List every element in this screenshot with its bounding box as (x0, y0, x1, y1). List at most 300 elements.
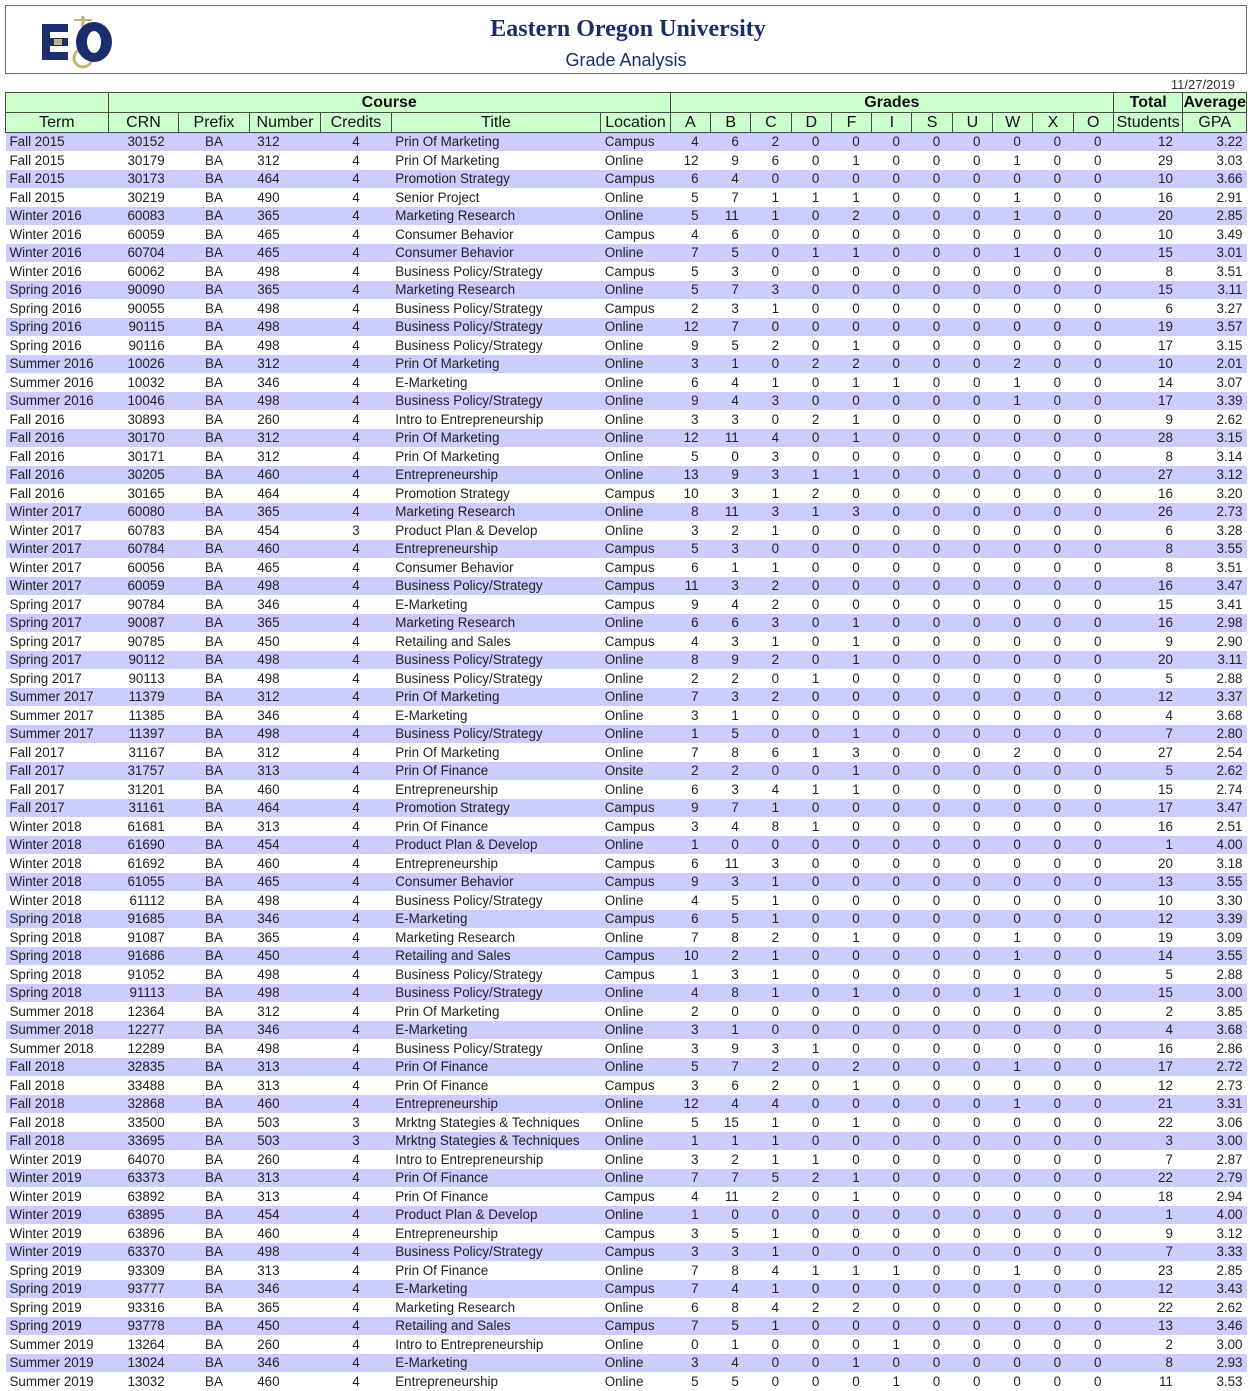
cell-grade-i: 0 (872, 1039, 912, 1058)
cell-grade-c: 1 (751, 373, 791, 392)
column-header-d: D (791, 113, 831, 133)
cell-number: 365 (249, 928, 321, 947)
cell-location: Campus (601, 910, 671, 929)
cell-grade-c: 3 (751, 854, 791, 873)
cell-number: 498 (249, 336, 321, 355)
column-header-b: B (711, 113, 751, 133)
cell-total-students: 7 (1113, 1150, 1182, 1169)
cell-grade-w: 0 (993, 170, 1033, 189)
table-row (6, 244, 1247, 263)
cell-grade-d: 0 (791, 1243, 831, 1262)
cell-total-students: 21 (1113, 1095, 1182, 1114)
cell-grade-u: 0 (952, 373, 992, 392)
table-row (6, 281, 1247, 300)
cell-location: Online (601, 725, 671, 744)
cell-crn: 64070 (108, 1150, 179, 1169)
cell-crn: 91685 (108, 910, 179, 929)
cell-grade-d: 0 (791, 577, 831, 596)
cell-prefix: BA (179, 1372, 250, 1391)
cell-credits: 4 (321, 1372, 392, 1391)
cell-grade-w: 1 (993, 1095, 1033, 1114)
cell-title: Retailing and Sales (391, 947, 600, 966)
cell-grade-o: 0 (1073, 1317, 1113, 1336)
cell-grade-s: 0 (912, 854, 952, 873)
table-row (6, 965, 1247, 984)
cell-location: Campus (601, 1187, 671, 1206)
cell-average-gpa: 2.85 (1183, 207, 1247, 226)
cell-title: Prin Of Marketing (391, 743, 600, 762)
cell-grade-x: 0 (1033, 318, 1073, 337)
cell-grade-f: 1 (831, 373, 871, 392)
cell-credits: 4 (321, 614, 392, 633)
cell-prefix: BA (179, 836, 250, 855)
table-row (6, 780, 1247, 799)
cell-grade-s: 0 (912, 965, 952, 984)
cell-grade-w: 0 (993, 1317, 1033, 1336)
cell-grade-s: 0 (912, 244, 952, 263)
cell-grade-a: 9 (670, 336, 710, 355)
cell-credits: 4 (321, 1002, 392, 1021)
cell-credits: 4 (321, 1169, 392, 1188)
cell-total-students: 6 (1113, 299, 1182, 318)
cell-number: 312 (249, 743, 321, 762)
cell-grade-s: 0 (912, 151, 952, 170)
table-row (6, 447, 1247, 466)
cell-grade-s: 0 (912, 540, 952, 559)
cell-prefix: BA (179, 429, 250, 448)
cell-credits: 4 (321, 1298, 392, 1317)
cell-grade-i: 0 (872, 817, 912, 836)
cell-grade-b: 3 (711, 1243, 751, 1262)
table-row (6, 817, 1247, 836)
column-header-title: Title (391, 113, 600, 133)
cell-title: Business Policy/Strategy (391, 984, 600, 1003)
cell-crn: 90055 (108, 299, 179, 318)
cell-grade-s: 0 (912, 669, 952, 688)
cell-term: Winter 2017 (6, 521, 109, 540)
cell-total-students: 15 (1113, 244, 1182, 263)
cell-grade-u: 0 (952, 928, 992, 947)
cell-crn: 63892 (108, 1187, 179, 1206)
cell-grade-w: 0 (993, 1150, 1033, 1169)
cell-crn: 30219 (108, 188, 179, 207)
cell-term: Fall 2016 (6, 429, 109, 448)
cell-credits: 4 (321, 1187, 392, 1206)
cell-prefix: BA (179, 151, 250, 170)
cell-grade-c: 4 (751, 780, 791, 799)
cell-grade-w: 1 (993, 947, 1033, 966)
cell-number: 460 (249, 854, 321, 873)
cell-average-gpa: 2.51 (1183, 817, 1247, 836)
cell-title: Intro to Entrepreneurship (391, 1150, 600, 1169)
cell-grade-s: 0 (912, 1354, 952, 1373)
table-row (6, 669, 1247, 688)
cell-grade-w: 0 (993, 540, 1033, 559)
cell-prefix: BA (179, 873, 250, 892)
cell-grade-f: 0 (831, 873, 871, 892)
cell-grade-f: 0 (831, 170, 871, 189)
cell-term: Fall 2016 (6, 466, 109, 485)
cell-grade-x: 0 (1033, 1261, 1073, 1280)
cell-grade-x: 0 (1033, 540, 1073, 559)
cell-total-students: 2 (1113, 1002, 1182, 1021)
cell-grade-s: 0 (912, 595, 952, 614)
cell-grade-w: 0 (993, 965, 1033, 984)
cell-grade-f: 0 (831, 133, 871, 152)
cell-location: Online (601, 373, 671, 392)
cell-location: Campus (601, 595, 671, 614)
cell-grade-d: 0 (791, 1317, 831, 1336)
cell-grade-b: 15 (711, 1113, 751, 1132)
cell-grade-i: 0 (872, 669, 912, 688)
cell-prefix: BA (179, 577, 250, 596)
cell-grade-b: 1 (711, 706, 751, 725)
cell-average-gpa: 3.14 (1183, 447, 1247, 466)
cell-number: 498 (249, 299, 321, 318)
cell-number: 498 (249, 669, 321, 688)
cell-grade-d: 0 (791, 891, 831, 910)
cell-title: Business Policy/Strategy (391, 336, 600, 355)
cell-grade-c: 1 (751, 299, 791, 318)
cell-number: 312 (249, 1002, 321, 1021)
cell-grade-f: 0 (831, 1335, 871, 1354)
cell-location: Campus (601, 632, 671, 651)
cell-grade-i: 0 (872, 336, 912, 355)
cell-grade-d: 0 (791, 299, 831, 318)
cell-term: Winter 2019 (6, 1150, 109, 1169)
cell-total-students: 4 (1113, 1021, 1182, 1040)
cell-credits: 4 (321, 133, 392, 152)
cell-grade-f: 0 (831, 910, 871, 929)
cell-average-gpa: 3.20 (1183, 484, 1247, 503)
cell-grade-a: 6 (670, 1298, 710, 1317)
cell-grade-x: 0 (1033, 151, 1073, 170)
cell-grade-a: 7 (670, 688, 710, 707)
cell-grade-x: 0 (1033, 1132, 1073, 1151)
cell-grade-f: 0 (831, 1224, 871, 1243)
cell-grade-c: 0 (751, 318, 791, 337)
cell-grade-x: 0 (1033, 928, 1073, 947)
cell-grade-i: 0 (872, 632, 912, 651)
cell-location: Online (601, 651, 671, 670)
cell-grade-b: 4 (711, 170, 751, 189)
cell-credits: 4 (321, 669, 392, 688)
cell-average-gpa: 2.86 (1183, 1039, 1247, 1058)
cell-grade-i: 0 (872, 577, 912, 596)
cell-grade-c: 1 (751, 484, 791, 503)
cell-grade-c: 2 (751, 595, 791, 614)
cell-number: 312 (249, 447, 321, 466)
cell-term: Summer 2016 (6, 373, 109, 392)
cell-grade-u: 0 (952, 281, 992, 300)
cell-grade-a: 3 (670, 521, 710, 540)
cell-location: Online (601, 1039, 671, 1058)
cell-grade-x: 0 (1033, 558, 1073, 577)
cell-total-students: 29 (1113, 151, 1182, 170)
cell-prefix: BA (179, 984, 250, 1003)
cell-grade-c: 1 (751, 1150, 791, 1169)
cell-credits: 4 (321, 355, 392, 374)
cell-grade-w: 0 (993, 632, 1033, 651)
cell-grade-x: 0 (1033, 355, 1073, 374)
cell-total-students: 15 (1113, 595, 1182, 614)
column-header-crn: CRN (108, 113, 179, 133)
cell-grade-w: 1 (993, 392, 1033, 411)
cell-grade-d: 0 (791, 854, 831, 873)
cell-crn: 90087 (108, 614, 179, 633)
cell-location: Campus (601, 299, 671, 318)
cell-grade-s: 0 (912, 503, 952, 522)
cell-grade-u: 0 (952, 225, 992, 244)
cell-grade-i: 0 (872, 447, 912, 466)
column-header-row (6, 113, 1247, 133)
cell-grade-a: 3 (670, 1039, 710, 1058)
cell-grade-a: 0 (670, 1335, 710, 1354)
cell-grade-u: 0 (952, 1206, 992, 1225)
cell-prefix: BA (179, 188, 250, 207)
cell-grade-f: 1 (831, 614, 871, 633)
cell-credits: 4 (321, 558, 392, 577)
cell-grade-s: 0 (912, 281, 952, 300)
cell-term: Summer 2016 (6, 355, 109, 374)
cell-location: Online (601, 1002, 671, 1021)
cell-credits: 4 (321, 1335, 392, 1354)
cell-grade-i: 0 (872, 521, 912, 540)
cell-grade-s: 0 (912, 1372, 952, 1391)
cell-total-students: 20 (1113, 207, 1182, 226)
cell-grade-a: 12 (670, 1095, 710, 1114)
cell-grade-u: 0 (952, 1039, 992, 1058)
cell-grade-u: 0 (952, 392, 992, 411)
cell-grade-a: 6 (670, 373, 710, 392)
cell-location: Online (601, 1150, 671, 1169)
cell-grade-d: 0 (791, 595, 831, 614)
cell-total-students: 15 (1113, 984, 1182, 1003)
cell-grade-s: 0 (912, 1335, 952, 1354)
cell-grade-w: 0 (993, 466, 1033, 485)
cell-grade-a: 4 (670, 984, 710, 1003)
cell-grade-w: 0 (993, 762, 1033, 781)
cell-grade-d: 0 (791, 1095, 831, 1114)
cell-average-gpa: 3.12 (1183, 466, 1247, 485)
cell-grade-w: 0 (993, 1132, 1033, 1151)
cell-number: 346 (249, 1280, 321, 1299)
cell-crn: 30170 (108, 429, 179, 448)
cell-grade-d: 0 (791, 1354, 831, 1373)
cell-grade-x: 0 (1033, 225, 1073, 244)
cell-average-gpa: 3.00 (1183, 1132, 1247, 1151)
cell-grade-d: 0 (791, 965, 831, 984)
cell-grade-i: 0 (872, 1354, 912, 1373)
cell-title: E-Marketing (391, 373, 600, 392)
cell-grade-d: 1 (791, 503, 831, 522)
cell-grade-s: 0 (912, 743, 952, 762)
cell-total-students: 5 (1113, 762, 1182, 781)
cell-prefix: BA (179, 1002, 250, 1021)
cell-grade-d: 0 (791, 1372, 831, 1391)
cell-location: Online (601, 466, 671, 485)
cell-grade-s: 0 (912, 947, 952, 966)
cell-location: Online (601, 984, 671, 1003)
cell-grade-a: 5 (670, 1372, 710, 1391)
cell-term: Summer 2017 (6, 725, 109, 744)
cell-grade-f: 0 (831, 540, 871, 559)
cell-grade-c: 0 (751, 669, 791, 688)
cell-grade-d: 0 (791, 207, 831, 226)
cell-grade-x: 0 (1033, 910, 1073, 929)
cell-grade-i: 0 (872, 706, 912, 725)
cell-grade-u: 0 (952, 817, 992, 836)
cell-grade-i: 0 (872, 891, 912, 910)
cell-grade-a: 1 (670, 1132, 710, 1151)
cell-grade-a: 3 (670, 1354, 710, 1373)
cell-prefix: BA (179, 484, 250, 503)
cell-location: Online (601, 429, 671, 448)
cell-term: Spring 2016 (6, 281, 109, 300)
cell-grade-w: 0 (993, 595, 1033, 614)
cell-grade-u: 0 (952, 299, 992, 318)
cell-grade-c: 0 (751, 1335, 791, 1354)
cell-average-gpa: 2.85 (1183, 1261, 1247, 1280)
cell-grade-x: 0 (1033, 133, 1073, 152)
cell-prefix: BA (179, 225, 250, 244)
cell-grade-f: 2 (831, 1058, 871, 1077)
cell-grade-f: 0 (831, 1206, 871, 1225)
cell-crn: 60056 (108, 558, 179, 577)
cell-number: 365 (249, 207, 321, 226)
cell-term: Spring 2019 (6, 1261, 109, 1280)
cell-grade-b: 4 (711, 1354, 751, 1373)
cell-prefix: BA (179, 521, 250, 540)
cell-grade-c: 0 (751, 170, 791, 189)
cell-grade-o: 0 (1073, 743, 1113, 762)
cell-average-gpa: 3.15 (1183, 429, 1247, 448)
cell-location: Online (601, 836, 671, 855)
cell-prefix: BA (179, 799, 250, 818)
cell-grade-b: 3 (711, 540, 751, 559)
cell-total-students: 8 (1113, 558, 1182, 577)
cell-grade-c: 1 (751, 1113, 791, 1132)
cell-grade-b: 0 (711, 1206, 751, 1225)
cell-grade-f: 0 (831, 669, 871, 688)
cell-grade-i: 0 (872, 558, 912, 577)
cell-grade-i: 0 (872, 281, 912, 300)
cell-grade-i: 0 (872, 540, 912, 559)
cell-title: Business Policy/Strategy (391, 299, 600, 318)
cell-grade-w: 0 (993, 262, 1033, 281)
cell-title: Business Policy/Strategy (391, 891, 600, 910)
cell-prefix: BA (179, 207, 250, 226)
cell-crn: 91087 (108, 928, 179, 947)
cell-term: Winter 2018 (6, 836, 109, 855)
cell-grade-f: 0 (831, 965, 871, 984)
cell-term: Winter 2018 (6, 891, 109, 910)
cell-average-gpa: 3.51 (1183, 262, 1247, 281)
report-header (5, 5, 1247, 74)
cell-crn: 31201 (108, 780, 179, 799)
cell-number: 313 (249, 1187, 321, 1206)
cell-grade-d: 1 (791, 1039, 831, 1058)
cell-number: 313 (249, 762, 321, 781)
table-row (6, 799, 1247, 818)
cell-total-students: 6 (1113, 521, 1182, 540)
cell-total-students: 16 (1113, 614, 1182, 633)
cell-crn: 90113 (108, 669, 179, 688)
cell-grade-b: 3 (711, 780, 751, 799)
cell-crn: 30152 (108, 133, 179, 152)
cell-average-gpa: 3.66 (1183, 170, 1247, 189)
cell-grade-f: 1 (831, 651, 871, 670)
cell-total-students: 10 (1113, 355, 1182, 374)
cell-grade-i: 0 (872, 392, 912, 411)
cell-term: Spring 2017 (6, 669, 109, 688)
cell-average-gpa: 3.37 (1183, 688, 1247, 707)
cell-grade-b: 5 (711, 1372, 751, 1391)
cell-grade-o: 0 (1073, 688, 1113, 707)
table-row (6, 1095, 1247, 1114)
cell-average-gpa: 3.09 (1183, 928, 1247, 947)
cell-grade-s: 0 (912, 1113, 952, 1132)
cell-grade-b: 3 (711, 299, 751, 318)
cell-number: 260 (249, 1150, 321, 1169)
cell-grade-b: 2 (711, 947, 751, 966)
cell-grade-f: 0 (831, 225, 871, 244)
cell-prefix: BA (179, 1298, 250, 1317)
cell-grade-b: 3 (711, 873, 751, 892)
cell-grade-w: 0 (993, 910, 1033, 929)
average-group-header: Average (1183, 93, 1246, 111)
cell-grade-d: 0 (791, 170, 831, 189)
cell-crn: 31757 (108, 762, 179, 781)
cell-grade-a: 5 (670, 1058, 710, 1077)
cell-grade-c: 3 (751, 281, 791, 300)
cell-grade-w: 0 (993, 651, 1033, 670)
cell-grade-a: 2 (670, 299, 710, 318)
cell-title: Prin Of Finance (391, 762, 600, 781)
cell-location: Online (601, 447, 671, 466)
cell-number: 365 (249, 281, 321, 300)
cell-grade-x: 0 (1033, 466, 1073, 485)
cell-grade-d: 0 (791, 262, 831, 281)
cell-title: Business Policy/Strategy (391, 1039, 600, 1058)
cell-prefix: BA (179, 1132, 250, 1151)
cell-grade-x: 0 (1033, 429, 1073, 448)
cell-prefix: BA (179, 817, 250, 836)
cell-grade-a: 9 (670, 392, 710, 411)
cell-term: Spring 2018 (6, 947, 109, 966)
cell-title: Prin Of Finance (391, 1169, 600, 1188)
cell-crn: 63373 (108, 1169, 179, 1188)
cell-grade-o: 0 (1073, 873, 1113, 892)
cell-grade-u: 0 (952, 133, 992, 152)
cell-credits: 4 (321, 651, 392, 670)
cell-grade-o: 0 (1073, 540, 1113, 559)
cell-credits: 3 (321, 1113, 392, 1132)
cell-total-students: 16 (1113, 817, 1182, 836)
cell-grade-b: 1 (711, 355, 751, 374)
cell-grade-w: 0 (993, 1169, 1033, 1188)
cell-grade-c: 1 (751, 207, 791, 226)
cell-grade-x: 0 (1033, 1039, 1073, 1058)
cell-grade-i: 0 (872, 725, 912, 744)
cell-prefix: BA (179, 743, 250, 762)
cell-credits: 4 (321, 484, 392, 503)
cell-average-gpa: 2.01 (1183, 355, 1247, 374)
cell-grade-c: 1 (751, 947, 791, 966)
cell-crn: 90785 (108, 632, 179, 651)
cell-grade-b: 5 (711, 725, 751, 744)
cell-location: Campus (601, 577, 671, 596)
